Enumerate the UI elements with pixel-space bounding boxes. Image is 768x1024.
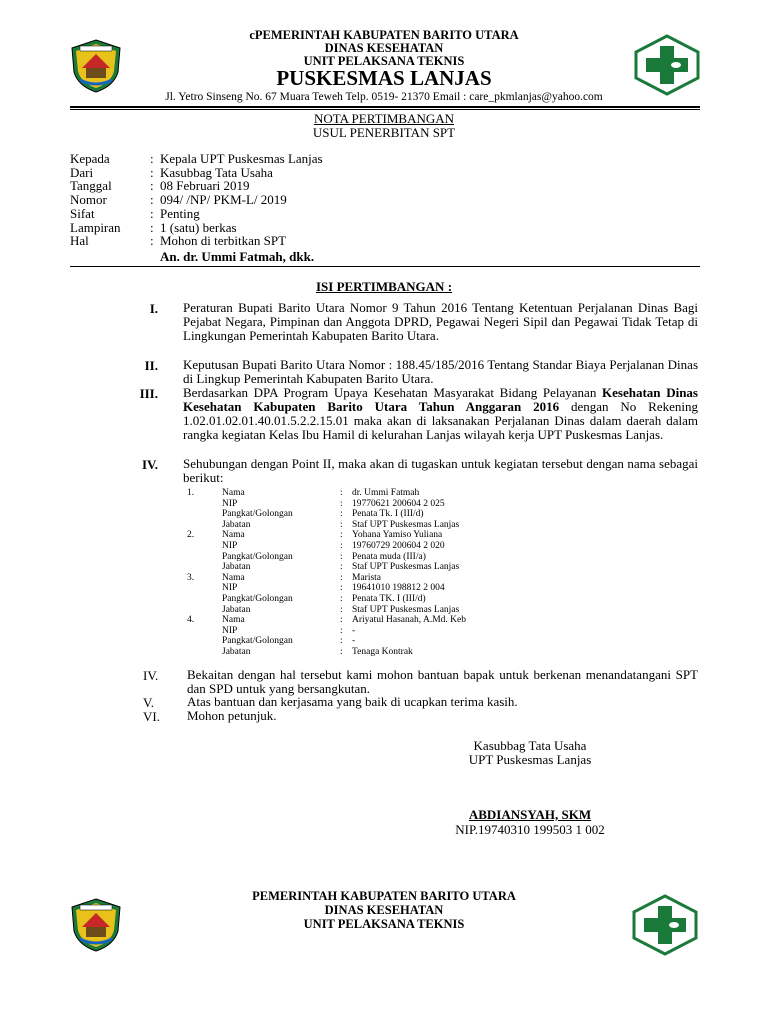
person-field-colon: : bbox=[340, 562, 343, 573]
header-rule-thin bbox=[70, 109, 700, 110]
field-value: 08 Februari 2019 bbox=[160, 178, 250, 194]
person-field-label: Jabatan bbox=[222, 604, 251, 615]
person-field-label: Nama bbox=[222, 488, 245, 498]
person-field-colon: : bbox=[340, 604, 343, 615]
person-field-colon: : bbox=[340, 615, 343, 626]
doc-subtitle: USUL PENERBITAN SPT bbox=[312, 125, 456, 140]
person-field-value: 19760729 200604 2 020 bbox=[352, 541, 445, 551]
person-field-colon: : bbox=[340, 551, 343, 562]
person-field-value: 19770621 200604 2 025 bbox=[352, 498, 445, 509]
signature-nip: NIP.19740310 199503 1 002 bbox=[455, 822, 605, 837]
field-label: Kepada bbox=[70, 151, 110, 166]
person-field-colon: : bbox=[340, 509, 343, 520]
person-field-value: Marista bbox=[352, 572, 382, 583]
field-colon: : bbox=[150, 164, 154, 180]
person-field-value: Yohana Yamiso Yuliana bbox=[352, 530, 443, 541]
person-field-colon: : bbox=[340, 636, 343, 647]
person-field-value: Staf UPT Puskesmas Lanjas bbox=[352, 562, 460, 573]
person-field-label: Pangkat/Golongan bbox=[222, 509, 293, 520]
person-field-label: NIP bbox=[222, 583, 238, 594]
person-number: 4. bbox=[187, 615, 195, 626]
footer-line3: UNIT PELAKSANA TEKNIS bbox=[303, 917, 465, 931]
person-field-value: Staf UPT Puskesmas Lanjas bbox=[352, 519, 460, 530]
footer-line1: PEMERINTAH KABUPATEN BARITO UTARA bbox=[252, 889, 516, 903]
signature-position-1: Kasubbag Tata Usaha bbox=[473, 738, 587, 753]
field-colon: : bbox=[150, 205, 154, 221]
point-3-text-a: Berdasarkan DPA Program Upaya Kesehatan Masyarakat Bidang Pelayanan bbox=[183, 385, 597, 400]
field-label: Sifat bbox=[70, 205, 95, 221]
person-field-value: - bbox=[352, 625, 356, 636]
person-field-value: Penata Tk. I (III/d) bbox=[352, 509, 424, 520]
point-4-text: Sehubungan dengan Point II, maka akan di tugaskan untuk kegiatan tersebut dengan nama sebagai berikut: bbox=[183, 456, 698, 485]
person-field-value: Penata muda (III/a) bbox=[352, 551, 426, 562]
closing-point-number: VI. bbox=[143, 709, 160, 724]
header-rule-thick bbox=[70, 106, 700, 108]
field-value: Kepala UPT Puskesmas Lanjas bbox=[160, 151, 323, 166]
person-field-colon: : bbox=[340, 583, 343, 594]
field-colon: : bbox=[150, 178, 154, 194]
footer-line2: DINAS KESEHATAN bbox=[324, 903, 444, 917]
doc-title-line1: NOTA PERTIMBANGAN bbox=[313, 111, 455, 126]
person-field-colon: : bbox=[340, 594, 343, 604]
person-field-label: NIP bbox=[222, 541, 238, 551]
person-field-value: dr. Ummi Fatmah bbox=[352, 488, 420, 498]
signature-name-wrap bbox=[380, 807, 680, 823]
closing-point-number: IV. bbox=[143, 668, 159, 683]
header-line3: UNIT PELAKSANA TEKNIS bbox=[303, 54, 465, 68]
person-field-value: - bbox=[352, 636, 356, 647]
person-field-value: Staf UPT Puskesmas Lanjas bbox=[352, 604, 460, 615]
field-colon: : bbox=[150, 151, 154, 166]
field-label: Tanggal bbox=[70, 178, 112, 194]
fields-rule bbox=[70, 266, 700, 267]
closing-point-text: Bekaitan dengan hal tersebut kami mohon bantuan bapak untuk berkenan menandatangani SPT dan SPD untuk yang bersangkutan. bbox=[187, 667, 698, 696]
person-field-colon: : bbox=[340, 541, 343, 551]
field-value: Penting bbox=[160, 205, 200, 221]
person-field-label: Pangkat/Golongan bbox=[222, 594, 293, 604]
point-1-text: Peraturan Bupati Barito Utara Nomor 9 Tahun 2016 Tentang Ketentuan Perjalanan Dinas Bagi Pejabat Negara, Pimpinan dan Anggota DPRD, Pegawai Negeri Sipil dan Pegawai Tidak Tetap di Lingkungan Pemerintah Kabupaten Barito Utara. bbox=[183, 300, 698, 343]
point-1-number: I. bbox=[149, 301, 158, 316]
closing-point-text: Atas bantuan dan kerjasama yang baik di ucapkan terima kasih. bbox=[187, 694, 518, 709]
field-value: 1 (satu) berkas bbox=[160, 219, 237, 235]
person-field-colon: : bbox=[340, 572, 343, 583]
person-field-colon: : bbox=[340, 519, 343, 530]
header-line2: DINAS KESEHATAN bbox=[324, 41, 444, 55]
point-3-text-bold: Kesehatan Dinas Kesehatan Kabupaten Barito Utara Tahun Anggaran 2016 bbox=[183, 385, 698, 414]
hal-extra: An. dr. Ummi Fatmah, dkk. bbox=[160, 249, 315, 264]
closing-point-number: V. bbox=[143, 695, 154, 710]
field-colon: : bbox=[150, 233, 154, 249]
person-field-value: Tenaga Kontrak bbox=[352, 647, 413, 657]
signature-name: ABDIANSYAH, SKM bbox=[468, 807, 592, 822]
point-3-text bbox=[183, 386, 698, 442]
person-field-colon: : bbox=[340, 498, 343, 509]
person-field-value: Penata TK. I (III/d) bbox=[352, 594, 426, 604]
point-2-text: Keputusan Bupati Barito Utara Nomor : 188.45/185/2016 Tentang Standar Biaya Perjalanan Dinas di Lingkup Pemerintah Kabupaten Barito Utara. bbox=[183, 357, 698, 386]
isi-title-text: ISI PERTIMBANGAN : bbox=[315, 279, 453, 294]
field-value: Mohon di terbitkan SPT bbox=[160, 233, 287, 249]
person-field-colon: : bbox=[340, 530, 343, 541]
person-field-value: Ariyatul Hasanah, A.Md. Keb bbox=[352, 615, 466, 626]
point-2-number: II. bbox=[144, 358, 158, 373]
person-field-colon: : bbox=[340, 488, 343, 498]
field-label: Dari bbox=[70, 164, 94, 180]
person-field-value: 19641010 198812 2 004 bbox=[352, 583, 445, 594]
field-label: Hal bbox=[70, 233, 89, 249]
person-field-label: Nama bbox=[222, 572, 245, 583]
closing-point-text: Mohon petunjuk. bbox=[187, 708, 277, 723]
isi-title bbox=[0, 279, 768, 295]
person-field-colon: : bbox=[340, 625, 343, 636]
person-field-label: Nama bbox=[222, 615, 245, 626]
person-field-label: Jabatan bbox=[222, 562, 251, 573]
person-field-label: Nama bbox=[222, 530, 245, 541]
person-field-label: Jabatan bbox=[222, 519, 251, 530]
field-label: Lampiran bbox=[70, 219, 121, 235]
person-field-colon: : bbox=[340, 647, 343, 657]
header-title: PUSKESMAS LANJAS bbox=[276, 66, 492, 90]
person-field-label: Pangkat/Golongan bbox=[222, 636, 293, 647]
field-value: 094/ /NP/ PKM-L/ 2019 bbox=[160, 192, 287, 208]
field-colon: : bbox=[150, 219, 154, 235]
header-line1: cPEMERINTAH KABUPATEN BARITO UTARA bbox=[249, 28, 519, 42]
person-field-label: NIP bbox=[222, 625, 238, 636]
point-3-text-c: dengan No Rekening 1.02.01.02.01.40.01.5.2.2.15.01 maka akan di laksanakan Perjalanan Dinas dalam daerah dalam rangka kegiatan Kelas Ibu Hamil di kelurahan Lanjas wilayah kerja UPT Puskesmas Lanjas. bbox=[183, 399, 699, 442]
field-colon: : bbox=[150, 192, 154, 208]
person-field-label: Jabatan bbox=[222, 647, 251, 657]
person-number: 1. bbox=[187, 488, 195, 498]
signature-position-2: UPT Puskesmas Lanjas bbox=[468, 752, 592, 767]
field-value: Kasubbag Tata Usaha bbox=[160, 164, 273, 180]
person-number: 3. bbox=[187, 572, 195, 583]
person-field-label: Pangkat/Golongan bbox=[222, 551, 293, 562]
point-4-number: IV. bbox=[141, 457, 158, 472]
field-label: Nomor bbox=[70, 192, 107, 208]
person-field-label: NIP bbox=[222, 498, 238, 509]
point-3-number: III. bbox=[139, 386, 158, 401]
header-address: Jl. Yetro Sinseng No. 67 Muara Teweh Telp. 0519- 21370 Email : care_pkmlanjas@yahoo.com bbox=[165, 91, 603, 103]
person-number: 2. bbox=[187, 530, 195, 541]
